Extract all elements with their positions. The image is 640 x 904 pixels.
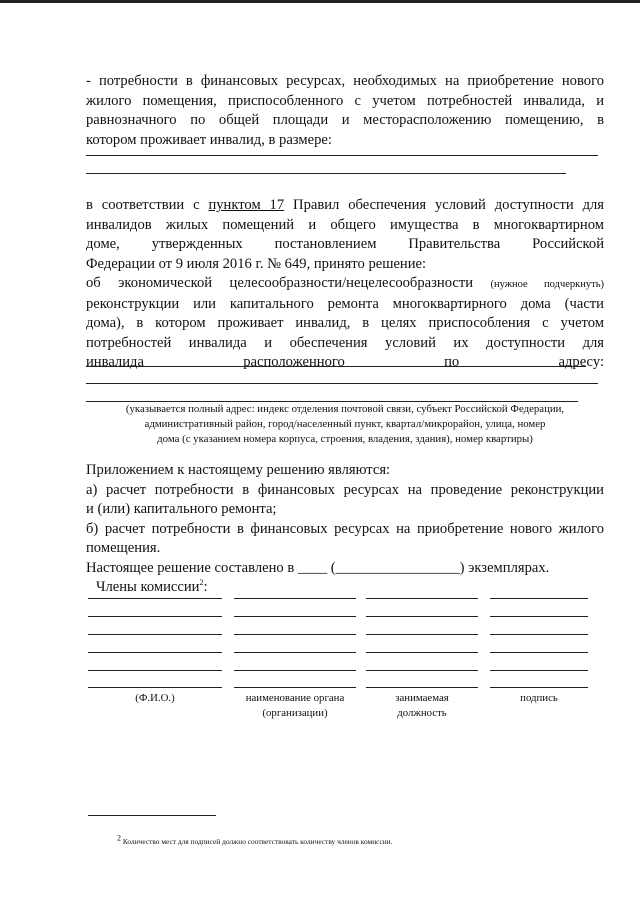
signature-blank-line xyxy=(88,598,222,599)
address-caption: (указывается полный адрес: индекс отделения почтовой связи, субъект Российской Федерации, административный район, город/населенный пункт, квартал/микрорайон, улица, номер дома (с указанием номера корпуса, строения, владения, здания), номер квартиры) xyxy=(125,403,565,445)
paragraph-line: равнозначного по общей площади и месторасположению помещению, в xyxy=(86,112,604,128)
position-column-label: занимаемая должность xyxy=(395,692,449,719)
signature-blank-line xyxy=(88,670,222,671)
signature-column-label: подпись xyxy=(520,692,558,704)
clause-link[interactable]: пунктом 17 xyxy=(208,197,285,213)
footnote xyxy=(117,833,393,847)
paragraph-line: инвалида расположенного по адресу: xyxy=(86,354,604,370)
signature-blank-line xyxy=(366,616,478,617)
amount-blank-line-2 xyxy=(86,173,566,174)
signature-blank-line xyxy=(490,670,588,671)
signature-blank-line xyxy=(366,687,478,688)
copies-count-line: Настоящее решение составлено в ____ (_________________) экземплярах. xyxy=(86,559,550,576)
signature-blank-line xyxy=(234,616,356,617)
signature-blank-line xyxy=(88,634,222,635)
paragraph-line: Федерации от 9 июля 2016 г. № 649, принято решение: xyxy=(86,255,427,272)
footnote-mark: 2 xyxy=(117,833,121,843)
signature-blank-line xyxy=(88,652,222,653)
decision-line: об экономической целесообразности/нецелесообразности (нужное подчеркнуть) xyxy=(86,275,604,291)
paragraph-line: потребностей инвалида и обеспечения условий их доступности для xyxy=(86,334,604,351)
signature-blank-line xyxy=(234,652,356,653)
signature-blank-line xyxy=(490,598,588,599)
address-blank-line-1 xyxy=(86,366,586,367)
attachments-section xyxy=(86,461,604,598)
signature-blank-line xyxy=(234,670,356,671)
paragraph-line: жилого помещения, приспособленного с учетом потребностей инвалида, и xyxy=(86,92,604,109)
top-border-rule xyxy=(0,0,640,3)
signature-blank-line xyxy=(490,652,588,653)
choice-note: (нужное подчеркнуть) xyxy=(490,279,604,290)
signature-blank-line xyxy=(490,634,588,635)
footnote-reference: 2 xyxy=(199,578,204,588)
attachment-item-a-cont: и (или) капитального ремонта; xyxy=(86,501,277,517)
organization-column-label: наименование органа (организации) xyxy=(245,692,345,719)
attachment-item-b: б) расчет потребности в финансовых ресурсах на приобретение нового жилого xyxy=(86,520,604,537)
signature-blank-line xyxy=(490,616,588,617)
fio-column-label: (Ф.И.О.) xyxy=(135,692,175,704)
paragraph-line: в соответствии с пунктом 17 Правил обеспечения условий доступности для xyxy=(86,197,604,213)
signature-blank-line xyxy=(366,598,478,599)
signature-blank-line xyxy=(88,616,222,617)
paragraph-line: инвалидов жилых помещений и общего имущества в многоквартирном xyxy=(86,216,604,233)
signature-blank-line xyxy=(234,634,356,635)
attachment-item-b-cont: помещения. xyxy=(86,540,161,556)
signature-blank-line xyxy=(88,687,222,688)
paragraph-line: реконструкции или капитального ремонта многоквартирного дома (части xyxy=(86,295,604,312)
footnote-text: Количество мест для подписей должно соответствовать количеству членов комиссии. xyxy=(122,837,393,846)
address-blank-line-2 xyxy=(86,383,598,384)
paragraph-line: доме, утвержденных постановлением Правительства Российской xyxy=(86,236,604,252)
signature-blank-line xyxy=(366,634,478,635)
paragraph-line: котором проживает инвалид, в размере: xyxy=(86,131,332,148)
paragraph-line: дома), в котором проживает инвалид, в целях приспособления с учетом xyxy=(86,315,604,331)
signature-blank-line xyxy=(234,598,356,599)
signature-blank-line xyxy=(366,670,478,671)
paragraph-line: - потребности в финансовых ресурсах, необходимых на приобретение нового xyxy=(86,73,604,89)
signature-blank-line xyxy=(366,652,478,653)
signature-blank-line xyxy=(234,687,356,688)
attachments-heading: Приложением к настоящему решению являются: xyxy=(86,462,391,478)
amount-blank-line-1 xyxy=(86,155,598,156)
decision-paragraph xyxy=(86,196,604,373)
commission-members-label: Члены комиссии$^2$: xyxy=(96,578,208,595)
signature-blank-line xyxy=(490,687,588,688)
footnote-separator xyxy=(88,815,216,816)
attachment-item-a: а) расчет потребности в финансовых ресурсах на проведение реконструкции xyxy=(86,481,604,498)
financial-needs-paragraph xyxy=(86,72,604,150)
